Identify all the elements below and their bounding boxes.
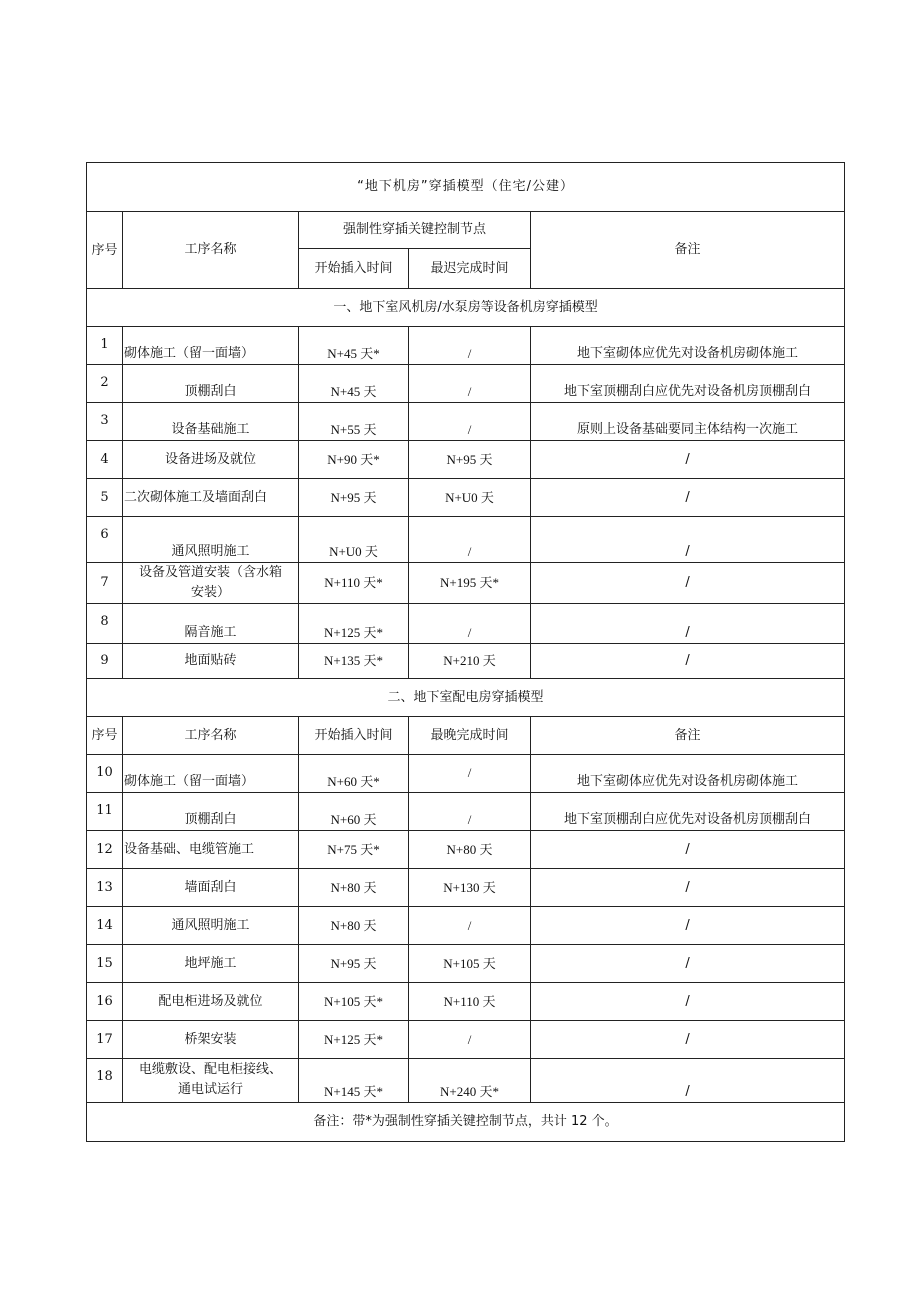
row-remark: / xyxy=(531,479,845,517)
row-remark: / xyxy=(531,604,845,644)
section1-rows xyxy=(87,327,845,679)
row-name: 二次砌体施工及墙面刮白 xyxy=(123,479,299,517)
row-finish: N+105 天 xyxy=(409,945,531,983)
row-no: 14 xyxy=(87,907,123,945)
row-no: 2 xyxy=(87,365,123,403)
row-start: N+135 天* xyxy=(299,644,409,679)
section1-title: 一、地下室风机房/水泵房等设备机房穿插模型 xyxy=(87,289,845,327)
row-name: 设备及管道安装（含水箱安装） xyxy=(123,563,299,604)
table-row xyxy=(87,403,845,441)
table-row xyxy=(87,441,845,479)
row-no: 9 xyxy=(87,644,123,679)
row-finish: / xyxy=(409,1021,531,1059)
table-row xyxy=(87,517,845,563)
row-no: 16 xyxy=(87,983,123,1021)
header-name: 工序名称 xyxy=(123,212,299,289)
row-start: N+95 天 xyxy=(299,945,409,983)
row-start: N+80 天 xyxy=(299,907,409,945)
row-start: N+90 天* xyxy=(299,441,409,479)
header2-start: 开始插入时间 xyxy=(299,717,409,755)
row-remark: 地下室砌体应优先对设备机房砌体施工 xyxy=(531,755,845,793)
row-no: 15 xyxy=(87,945,123,983)
header2-finish: 最晚完成时间 xyxy=(409,717,531,755)
row-name: 顶棚刮白 xyxy=(123,365,299,403)
row-start: N+125 天* xyxy=(299,604,409,644)
row-finish: N+80 天 xyxy=(409,831,531,869)
row-no: 11 xyxy=(87,793,123,831)
row-remark: 地下室顶棚刮白应优先对设备机房顶棚刮白 xyxy=(531,365,845,403)
row-name: 地坪施工 xyxy=(123,945,299,983)
header-remark: 备注 xyxy=(531,212,845,289)
row-remark: / xyxy=(531,869,845,907)
row-remark: / xyxy=(531,907,845,945)
row-start: N+45 天 xyxy=(299,365,409,403)
row-remark: / xyxy=(531,644,845,679)
section2-rows xyxy=(87,755,845,1103)
table-row xyxy=(87,755,845,793)
row-no: 18 xyxy=(87,1059,123,1103)
table-row xyxy=(87,907,845,945)
row-name: 地面贴砖 xyxy=(123,644,299,679)
header2-name: 工序名称 xyxy=(123,717,299,755)
row-finish: / xyxy=(409,517,531,563)
row-no: 13 xyxy=(87,869,123,907)
row-remark: 地下室砌体应优先对设备机房砌体施工 xyxy=(531,327,845,365)
row-no: 12 xyxy=(87,831,123,869)
table-row xyxy=(87,563,845,604)
row-finish: N+U0 天 xyxy=(409,479,531,517)
table-row xyxy=(87,793,845,831)
row-remark: 地下室顶棚刮白应优先对设备机房顶棚刮白 xyxy=(531,793,845,831)
row-finish: N+240 天* xyxy=(409,1059,531,1103)
row-finish: N+130 天 xyxy=(409,869,531,907)
row-name: 通风照明施工 xyxy=(123,517,299,563)
row-finish: / xyxy=(409,793,531,831)
header-control-group: 强制性穿插关键控制节点 xyxy=(299,212,531,249)
row-no: 3 xyxy=(87,403,123,441)
table-row xyxy=(87,644,845,679)
row-remark: / xyxy=(531,831,845,869)
row-finish: / xyxy=(409,907,531,945)
table-row xyxy=(87,869,845,907)
row-start: N+60 天 xyxy=(299,793,409,831)
header2-remark: 备注 xyxy=(531,717,845,755)
row-name: 电缆敷设、配电柜接线、通电试运行 xyxy=(123,1059,299,1103)
row-finish: / xyxy=(409,327,531,365)
row-name: 通风照明施工 xyxy=(123,907,299,945)
row-name: 设备进场及就位 xyxy=(123,441,299,479)
row-start: N+95 天 xyxy=(299,479,409,517)
row-name: 设备基础施工 xyxy=(123,403,299,441)
row-remark: / xyxy=(531,983,845,1021)
row-start: N+110 天* xyxy=(299,563,409,604)
row-remark: / xyxy=(531,1059,845,1103)
table-row xyxy=(87,604,845,644)
row-name: 砌体施工（留一面墙） xyxy=(123,755,299,793)
table-row xyxy=(87,1021,845,1059)
row-name: 隔音施工 xyxy=(123,604,299,644)
row-name: 顶棚刮白 xyxy=(123,793,299,831)
row-finish: N+210 天 xyxy=(409,644,531,679)
row-remark: 原则上设备基础要同主体结构一次施工 xyxy=(531,403,845,441)
row-finish: N+195 天* xyxy=(409,563,531,604)
table-row xyxy=(87,831,845,869)
table-row xyxy=(87,983,845,1021)
row-no: 8 xyxy=(87,604,123,644)
table-row xyxy=(87,1059,845,1103)
row-start: N+60 天* xyxy=(299,755,409,793)
section2-title: 二、地下室配电房穿插模型 xyxy=(87,679,845,717)
row-start: N+145 天* xyxy=(299,1059,409,1103)
header2-seq: 序号 xyxy=(87,717,123,755)
row-no: 17 xyxy=(87,1021,123,1059)
row-name: 墙面刮白 xyxy=(123,869,299,907)
row-name: 砌体施工（留一面墙） xyxy=(123,327,299,365)
row-finish: / xyxy=(409,755,531,793)
row-start: N+45 天* xyxy=(299,327,409,365)
row-finish: N+110 天 xyxy=(409,983,531,1021)
row-no: 1 xyxy=(87,327,123,365)
row-remark: / xyxy=(531,517,845,563)
row-remark: / xyxy=(531,563,845,604)
row-remark: / xyxy=(531,441,845,479)
table-row xyxy=(87,327,845,365)
header-finish: 最迟完成时间 xyxy=(409,249,531,289)
table-title: “地下机房”穿插模型（住宅/公建） xyxy=(87,163,845,212)
row-name: 桥架安装 xyxy=(123,1021,299,1059)
row-remark: / xyxy=(531,945,845,983)
table-row xyxy=(87,479,845,517)
header-start: 开始插入时间 xyxy=(299,249,409,289)
row-start: N+55 天 xyxy=(299,403,409,441)
row-remark: / xyxy=(531,1021,845,1059)
crossing-model-table xyxy=(86,162,845,1142)
row-finish: N+95 天 xyxy=(409,441,531,479)
table-row xyxy=(87,945,845,983)
row-no: 4 xyxy=(87,441,123,479)
row-no: 5 xyxy=(87,479,123,517)
row-finish: / xyxy=(409,604,531,644)
row-start: N+75 天* xyxy=(299,831,409,869)
row-start: N+U0 天 xyxy=(299,517,409,563)
header-seq: 序号 xyxy=(87,212,123,289)
table-row xyxy=(87,365,845,403)
row-start: N+80 天 xyxy=(299,869,409,907)
row-start: N+105 天* xyxy=(299,983,409,1021)
row-no: 10 xyxy=(87,755,123,793)
footnote: 备注：带*为强制性穿插关键控制节点，共计 12 个。 xyxy=(87,1103,845,1142)
row-finish: / xyxy=(409,365,531,403)
row-name: 设备基础、电缆管施工 xyxy=(123,831,299,869)
row-no: 7 xyxy=(87,563,123,604)
row-finish: / xyxy=(409,403,531,441)
row-name: 配电柜进场及就位 xyxy=(123,983,299,1021)
row-start: N+125 天* xyxy=(299,1021,409,1059)
row-no: 6 xyxy=(87,517,123,563)
